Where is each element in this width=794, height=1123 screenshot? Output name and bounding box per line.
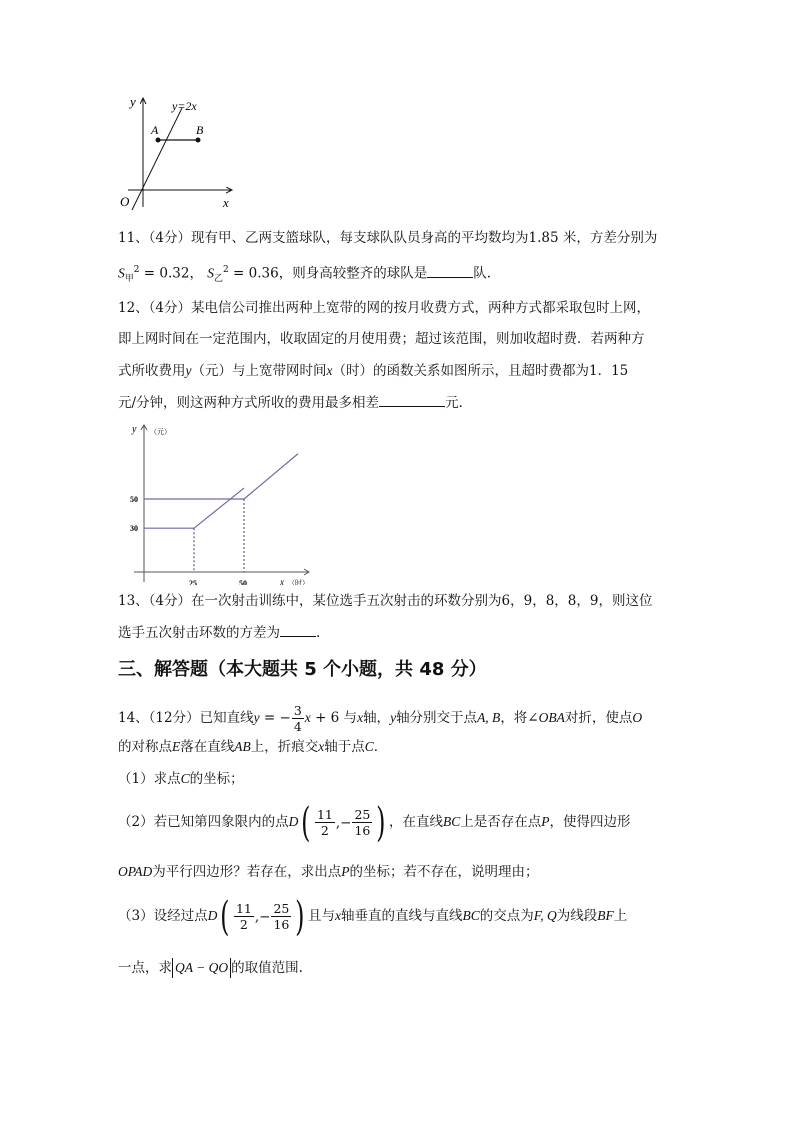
q13-line1: 13、（4分）在一次射击训练中，某位选手五次射击的环数分别为6，9，8，8，9，则这位 [118, 593, 653, 609]
q14-dy-den-2: 16 [273, 917, 290, 932]
point-a-dot [156, 138, 161, 143]
q11-s2: S [207, 265, 214, 281]
q14-p1d: x [357, 710, 364, 725]
q14-p2i: ． [373, 739, 388, 755]
q12-line1: 12、（4分）某电信公司推出两种上宽带的网的按月收费方式，两种方式都采取包时上网， [118, 300, 651, 316]
q11-s1: S [118, 265, 125, 281]
q14-s1a: （1）求点 [118, 771, 181, 787]
q14-p2c: 落在直线 [180, 739, 235, 755]
q13-line2 [118, 622, 320, 643]
q14-s2h: 为平行四边形？若存在，求出点 [152, 864, 342, 880]
q12-line3b: （元）与上宽带网时间 [191, 363, 327, 379]
q14-p2g: 轴于点 [324, 739, 365, 755]
q13-end: . [316, 625, 321, 641]
q14-s3f: 的交点为 [479, 908, 534, 924]
q14-s2f: ，使得四边形 [549, 814, 631, 830]
q12-answer-blank[interactable] [379, 392, 445, 407]
q11-eq2: = 0.36，则身高较整齐的球队是 [228, 265, 428, 282]
q14-dy-den: 16 [354, 823, 371, 838]
q14-p1f: y [390, 710, 397, 725]
q14-point-d1: ( $\frac{11}{2}$ , − $\frac{25}{16}$ ) [301, 799, 386, 846]
q14-dy-sign2: − [259, 908, 271, 925]
q14-sub2-cont [118, 862, 539, 882]
q14-line1 [118, 700, 642, 736]
q14-p2d: AB [234, 739, 251, 754]
q12-y: y [185, 363, 192, 378]
q14-s3c: x [334, 908, 341, 923]
q14-s2b: ，在直线 [388, 814, 443, 830]
q14-d1: D [288, 814, 299, 829]
q14-f-den: 4 [293, 719, 302, 734]
q14-s3g: F, Q [533, 908, 557, 923]
origin-label: O [120, 194, 130, 209]
chart-x-unit: （时） [288, 579, 309, 585]
q14-s3e: BC [462, 908, 480, 923]
chart-x-tick-50: 50 [239, 579, 247, 585]
q14-p2e: 上，折痕交 [250, 739, 319, 755]
q11-line1: 11、（4分）现有甲、乙两支篮球队，每支球队队员身高的平均数均为1.85 米，方差分别为 [118, 230, 658, 246]
chart-y-unit: （元） [150, 428, 171, 436]
q11-sub2: 乙 [214, 274, 224, 285]
q14-s3j: 上 [613, 908, 628, 924]
point-b-label: B [196, 123, 204, 137]
q14-p1a: 14、（12分）已知直线 [118, 710, 254, 726]
q14-abs-expression: QA − QO [172, 958, 231, 978]
chart-series-2 [144, 454, 298, 499]
point-a-label: A [151, 123, 159, 137]
q14-dy-num: 25 [354, 807, 371, 822]
q14-s2e: P [541, 814, 550, 829]
chart-series-1 [144, 488, 244, 528]
q14-s2j: 的坐标；若不存在，说明理由； [349, 864, 539, 880]
q14-sub3 [118, 894, 627, 939]
q14-fraction [292, 703, 304, 734]
q11-sq2: 2 [223, 265, 229, 275]
figure-line-y2x [110, 92, 240, 212]
q14-comma1: , [335, 814, 341, 831]
q14-d2: D [207, 908, 218, 923]
q13-line2-text: 选手五次射击环数的方差为 [118, 625, 280, 641]
q12-line4b: 元. [445, 395, 463, 411]
q14-s4a: 一点，求 [118, 960, 172, 976]
q14-p1g: 轴分别交于点 [396, 710, 478, 726]
y-axis-label: y [130, 94, 136, 109]
q14-s3d: 轴垂直的直线与直线 [340, 908, 463, 924]
x-axis-label: x [223, 195, 229, 210]
q14-p1k: 对折，使点 [564, 710, 633, 726]
q14-dx-num-2: 11 [235, 901, 252, 916]
q14-p2b: E [172, 739, 181, 754]
q14-s2i: P [341, 864, 350, 879]
q14-point-d2: ( $\frac{11}{2}$ , − $\frac{25}{16}$ ) [220, 893, 305, 940]
q14-s3b: 且与 [307, 908, 335, 924]
chart-y-tick-30: 30 [130, 524, 138, 534]
chart-x-label: x [280, 577, 284, 585]
q14-comma2: , [254, 908, 260, 925]
q14-s2a: （2）若已知第四象限内的点 [118, 814, 289, 830]
q14-dx-den-2: 2 [239, 917, 248, 932]
q14-sub3-cont [118, 958, 303, 978]
q14-sub1 [118, 769, 244, 789]
q14-dy-num-2: 25 [273, 901, 290, 916]
q11-sq1: 2 [133, 265, 140, 275]
q14-p1b: x [304, 710, 311, 725]
q14-s2d: 上是否存在点 [460, 814, 542, 830]
q12-line4 [118, 392, 463, 413]
q14-dx-num: 11 [316, 807, 333, 822]
q14-s4c: 的取值范围. [231, 960, 303, 976]
q14-s1c: 的坐标； [189, 771, 244, 787]
q11-answer-blank[interactable] [427, 263, 473, 278]
q14-dy-sign1: − [340, 814, 352, 831]
q12-line3c: （时）的函数关系如图所示，且超时费都为1．15 [332, 363, 629, 379]
q14-s3a: （3）设经过点 [118, 908, 208, 924]
chart-x-tick-25: 25 [189, 579, 197, 585]
q14-p1l: O [632, 710, 643, 725]
q14-p1j: OBA [538, 710, 565, 725]
q14-s2c: BC [442, 814, 461, 829]
q14-line2 [118, 737, 387, 757]
q14-s3i: BF [597, 908, 614, 923]
line-label: y=2x [172, 99, 197, 113]
chart-y-label: y [132, 424, 137, 435]
q12-line3a: 式所收费用 [118, 363, 186, 379]
q14-y: y [253, 710, 260, 725]
q14-s1b: C [180, 771, 190, 786]
q11-eq1: = 0.32， [139, 265, 203, 282]
q14-p1i: ，将∠ [500, 710, 539, 726]
q11-end: 队. [473, 265, 491, 282]
q14-f-num: 3 [293, 703, 302, 718]
q14-p1e: 轴， [363, 710, 391, 726]
q14-p1h: A, B [477, 710, 501, 725]
q12-line4a: 元/分钟，则这两种方式所收的费用最多相差 [118, 395, 380, 411]
q12-line2: 即上网时间在一定范围内，收取固定的月使用费；超过该范围，则加收超时费．若两种方 [118, 331, 645, 347]
q11-line2 [118, 260, 491, 289]
q14-dx-den: 2 [320, 823, 329, 838]
q14-p2f: x [318, 739, 325, 754]
q12-x: x [326, 363, 333, 378]
q14-s3h: 为线段 [556, 908, 598, 924]
q14-sub2 [118, 800, 631, 845]
chart-y-tick-50: 50 [130, 495, 138, 504]
q14-p2h: C [364, 739, 374, 754]
q12-line3 [118, 361, 628, 381]
q13-answer-blank[interactable] [280, 622, 316, 637]
q14-p2a: 的对称点 [118, 739, 172, 755]
q14-eqm: = − [259, 710, 291, 726]
fee-chart [118, 420, 318, 585]
q11-sub1: 甲 [124, 274, 134, 285]
point-b-dot [196, 138, 201, 143]
q14-p1c: + 6 与 [310, 710, 358, 726]
q14-s2g: OPAD [118, 864, 153, 879]
section-3-title: 三、解答题（本大题共 5 个小题，共 48 分） [118, 659, 487, 680]
